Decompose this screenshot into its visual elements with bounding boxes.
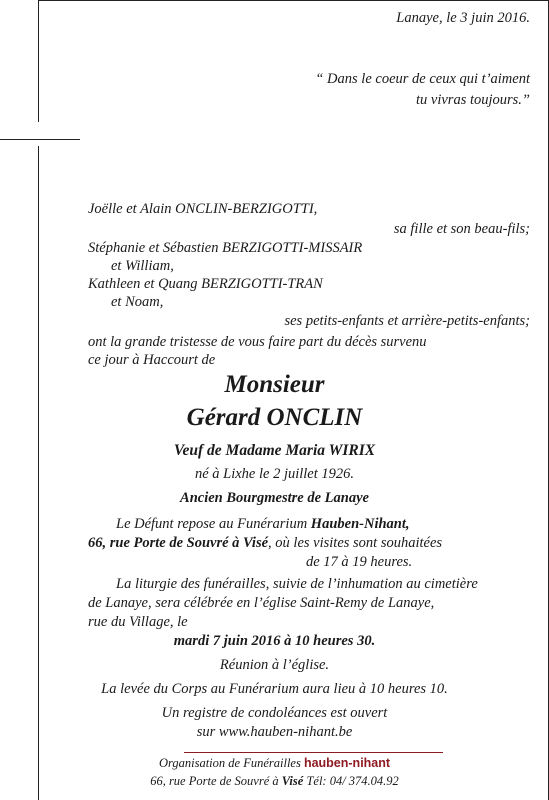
family-line-2: sa fille et son beau-fils; [393, 221, 530, 237]
deceased-birth: né à Lixhe le 2 juillet 1926. [194, 466, 355, 482]
frame-left-border-upper [38, 0, 39, 122]
footer-divider [184, 752, 443, 753]
footer-org-line [0, 755, 549, 771]
registry-line-1: Un registre de condoléances est ouvert [161, 705, 388, 721]
funeral-home-address: 66, rue Porte de Souvré à Visé [88, 535, 269, 551]
footer-org-text: Organisation de Funérailles [158, 756, 301, 770]
funeral-datetime: mardi 7 juin 2016 à 10 heures 30. [173, 633, 376, 649]
family-line-6: et Noam, [111, 294, 164, 310]
rest-line-1 [116, 516, 410, 533]
footer-address-text: 66, rue Porte de Souvré à [150, 774, 282, 788]
levee-note: La levée du Corps au Funérarium aura lieu à 10 heures 10. [101, 681, 448, 697]
family-line-7: ses petits-enfants et arrière-petits-enfants; [284, 313, 530, 329]
deceased-title: Monsieur [224, 371, 325, 398]
place-date: Lanaye, le 3 juin 2016. [396, 10, 530, 26]
footer-address-city: Visé [281, 774, 304, 788]
quote-line-2: tu vivras toujours.” [416, 92, 530, 108]
footer-phone: Tél: 04/ 374.04.92 [306, 774, 399, 788]
footer-address-line [0, 773, 549, 789]
quote-line-1: “ Dans le coeur de ceux qui t’aiment [315, 71, 530, 87]
rest-line-2 [88, 535, 442, 552]
announcement-line-1: ont la grande tristesse de vous faire part du décès survenu [88, 334, 427, 350]
funeral-home-name: Hauben-Nihant, [310, 516, 410, 532]
rest-line-3: de 17 à 19 heures. [306, 554, 413, 570]
deceased-widower: Veuf de Madame Maria WIRIX [173, 442, 376, 459]
deceased-name: Gérard ONCLIN [186, 404, 363, 431]
brand-logo-text: hauben-nihant [303, 756, 391, 770]
liturgy-line-3: rue du Village, le [88, 614, 188, 630]
family-line-5: Kathleen et Quang BERZIGOTTI-TRAN [88, 276, 323, 292]
family-line-4: et William, [111, 258, 174, 274]
family-line-1: Joëlle et Alain ONCLIN-BERZIGOTTI, [88, 201, 318, 217]
liturgy-line-1: La liturgie des funérailles, suivie de l’inhumation au cimetière [116, 576, 478, 592]
announcement-line-2: ce jour à Haccourt de [88, 352, 216, 368]
rest-line-1-text: Le Défunt repose au Funérarium [116, 516, 311, 532]
frame-top-border [38, 0, 549, 1]
rest-line-2-text: , où les visites sont souhaitées [268, 535, 443, 551]
registry-line-2: sur www.hauben-nihant.be [196, 724, 353, 740]
deceased-role: Ancien Bourgmestre de Lanaye [180, 490, 369, 506]
liturgy-line-2: de Lanaye, sera célébrée en l’église Saint-Remy de Lanaye, [88, 595, 435, 611]
cross-symbol [0, 139, 80, 140]
family-line-3: Stéphanie et Sébastien BERZIGOTTI-MISSAIR [88, 240, 363, 256]
gathering-note: Réunion à l’église. [219, 657, 330, 673]
